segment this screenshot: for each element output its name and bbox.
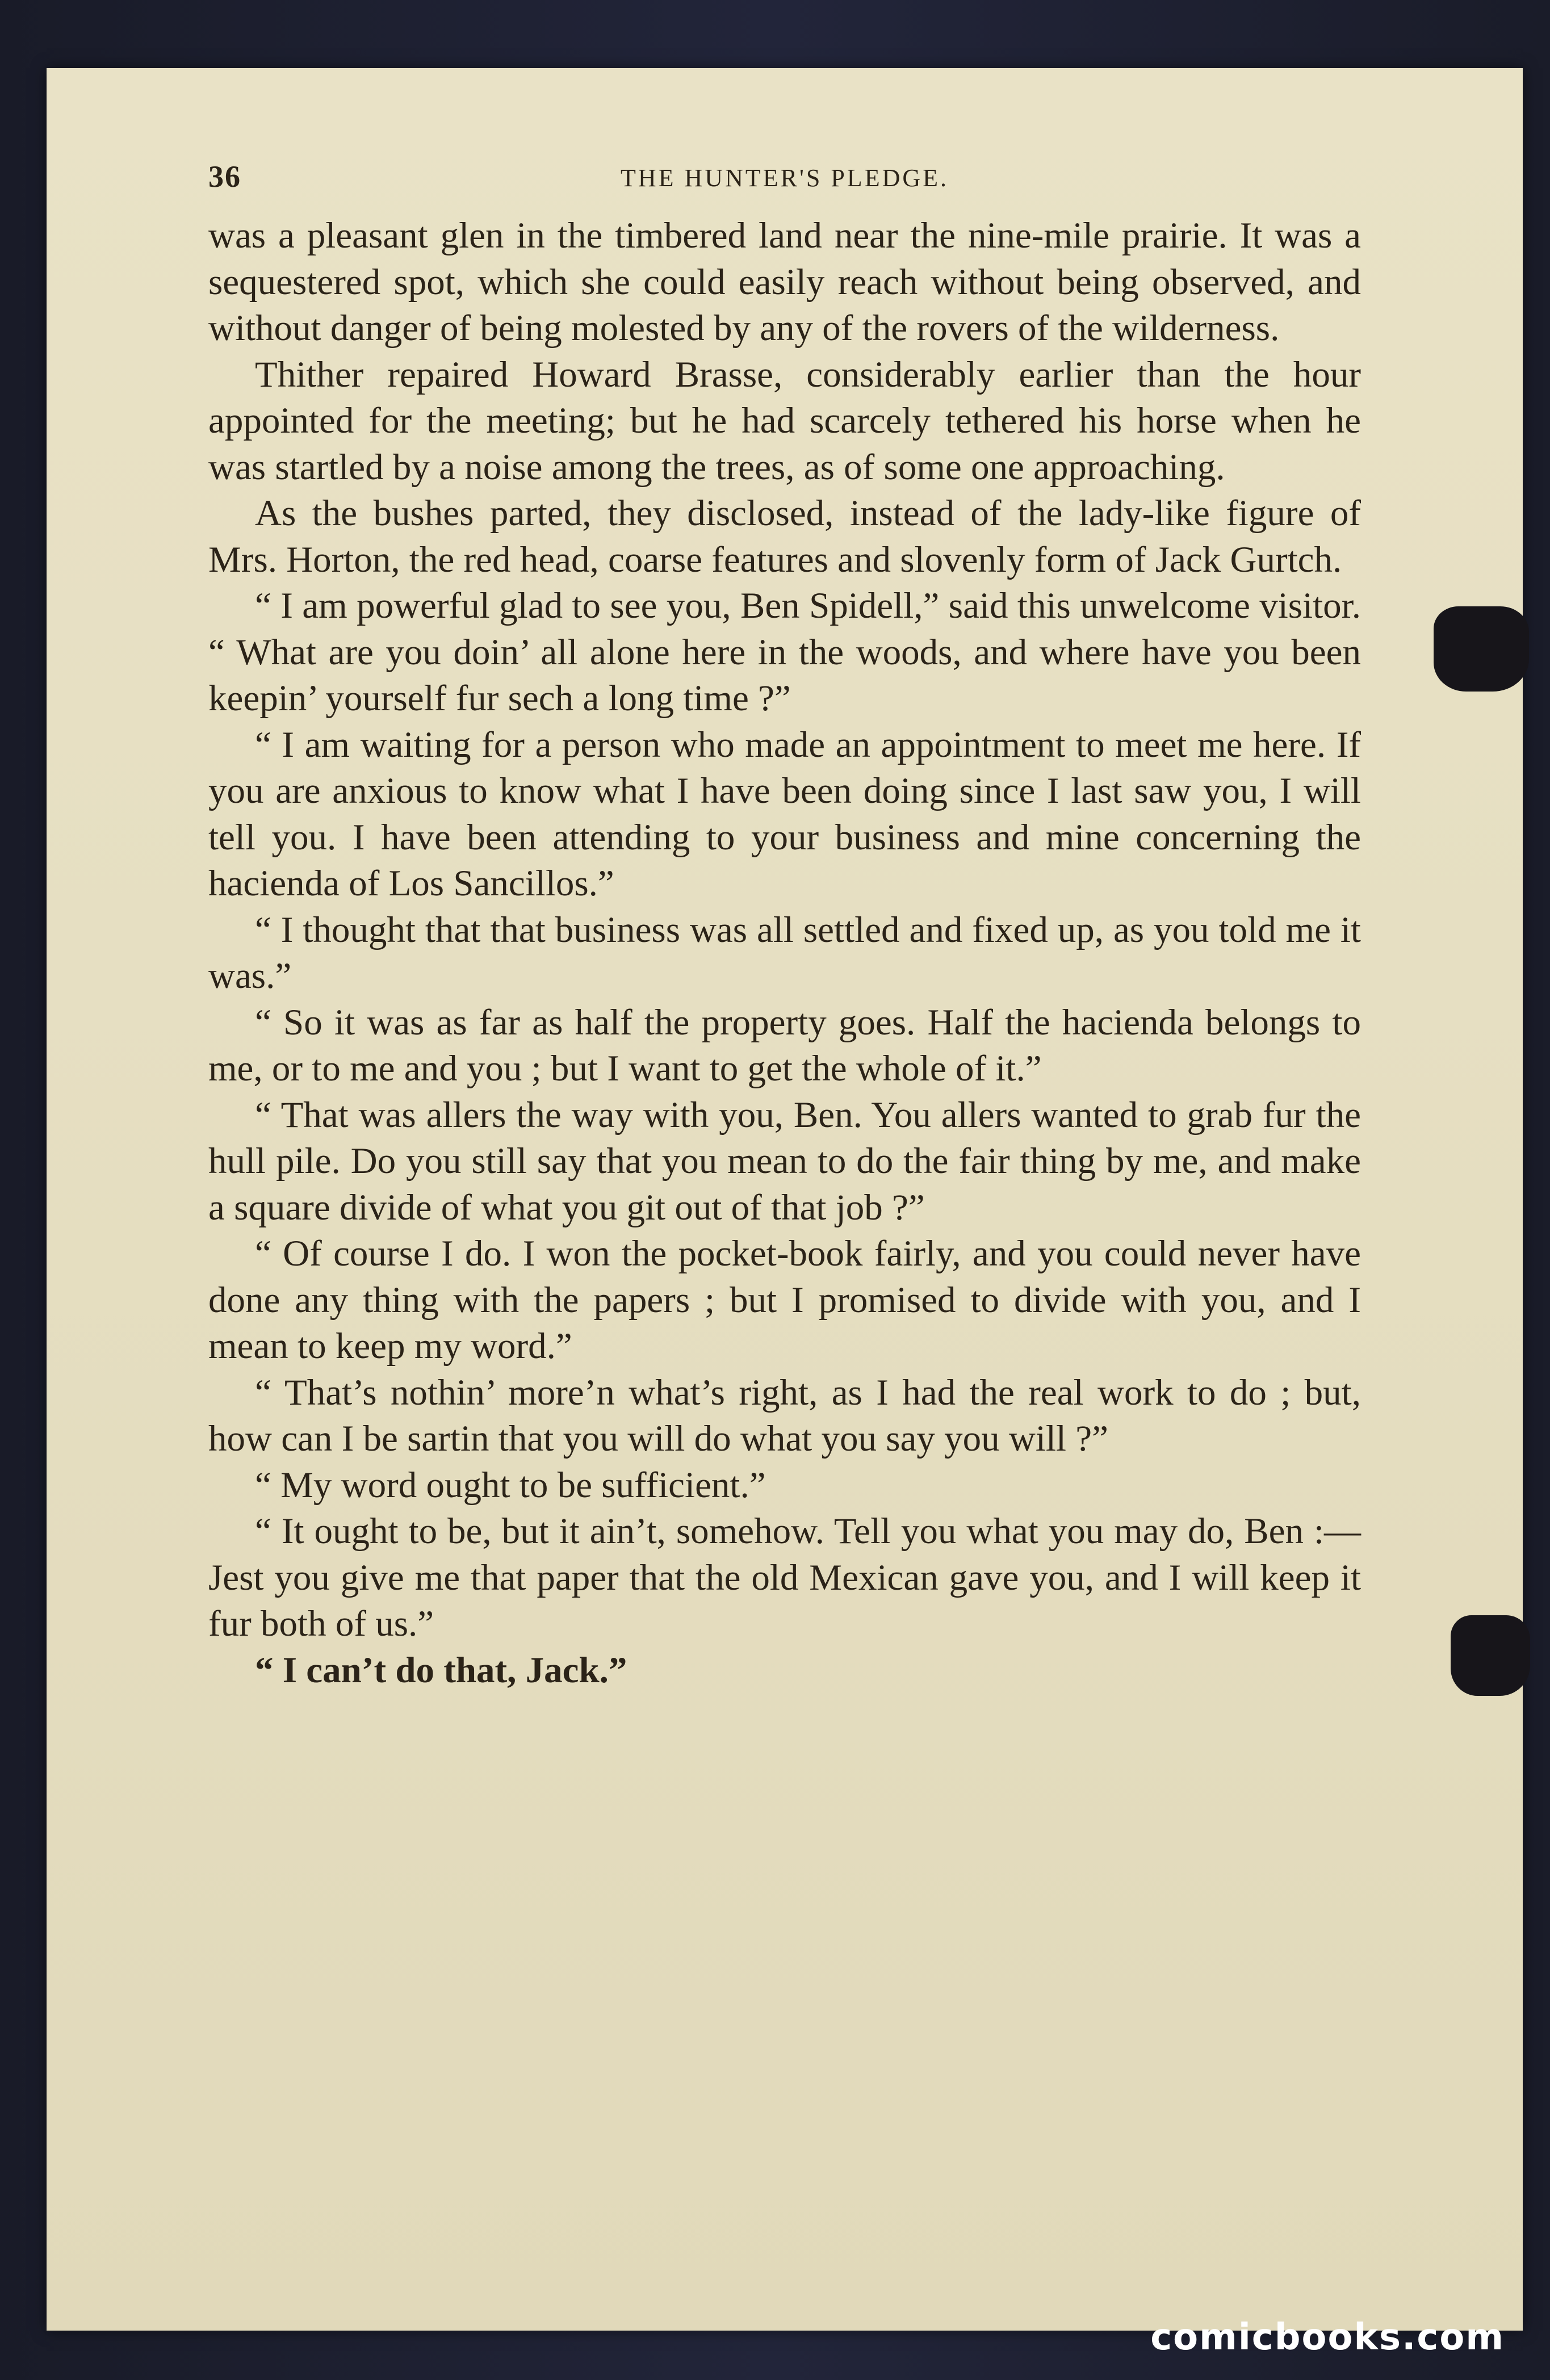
watermark: comicbooks.com — [1150, 2316, 1505, 2358]
binding-hole-top — [1434, 606, 1529, 692]
book-page — [47, 68, 1523, 2331]
paragraph-10: “ That’s nothin’ more’n what’s right, as I had the real work to do ; but, how can I be sartin that you will do what you say you will ?” — [208, 1372, 1361, 1459]
paragraph-8: “ That was allers the way with you, Ben. You allers wanted to grab fur the hull pile. Do you still say that you mean to do the fair thing by me, and make a square divide of what you git out of that job ?” — [208, 1094, 1361, 1228]
running-title: THE HUNTER'S PLEDGE. — [620, 164, 949, 192]
paragraph-6: “ I thought that that business was all settled and fixed up, as you told me it was.” — [208, 909, 1361, 996]
binding-hole-bottom — [1451, 1615, 1530, 1696]
paragraph-3: As the bushes parted, they disclosed, instead of the lady-like figure of Mrs. Horton, the red head, coarse features and slovenly form of Jack Gurtch. — [208, 493, 1361, 580]
paragraph-2: Thither repaired Howard Brasse, considerably earlier than the hour appointed for the meeting; but he had scarcely tethered his horse when he was startled by a noise among the trees, as of some one approaching. — [208, 354, 1361, 488]
page-number: 36 — [208, 160, 241, 194]
paragraph-7: “ So it was as far as half the property goes. Half the hacienda belongs to me, or to me and you ; but I want to get the whole of it.” — [208, 1002, 1361, 1089]
paragraph-1: was a pleasant glen in the timbered land near the nine-mile prairie. It was a sequestered spot, which she could easily reach without being observed, and without danger of being molested by any of the rovers of the wilderness. — [208, 215, 1361, 349]
paragraph-9: “ Of course I do. I won the pocket-book fairly, and you could never have done any thing with the papers ; but I promised to divide with you, and I mean to keep my word.” — [208, 1233, 1361, 1367]
paragraph-12: “ It ought to be, but it ain’t, somehow. Tell you what you may do, Ben :—Jest you give me that paper that the old Mexican gave you, and I will keep it fur both of us.” — [208, 1511, 1361, 1644]
page-content — [208, 159, 1361, 1694]
paragraph-11: “ My word ought to be sufficient.” — [255, 1464, 766, 1506]
paragraph-4: “ I am powerful glad to see you, Ben Spidell,” said this unwelcome visitor. “ What are you doin’ all alone here in the woods, and where have you been keepin’ yourself fur sech a long time ?” — [208, 585, 1361, 719]
paragraph-13: “ I can’t do that, Jack.” — [255, 1649, 627, 1691]
running-head — [208, 159, 1361, 213]
paragraph-5: “ I am waiting for a person who made an appointment to meet me here. If you are anxious to know what I have been doing since I last saw you, I will tell you. I have been attending to your business and mine concerning the hacienda of Los Sancillos.” — [208, 724, 1361, 904]
